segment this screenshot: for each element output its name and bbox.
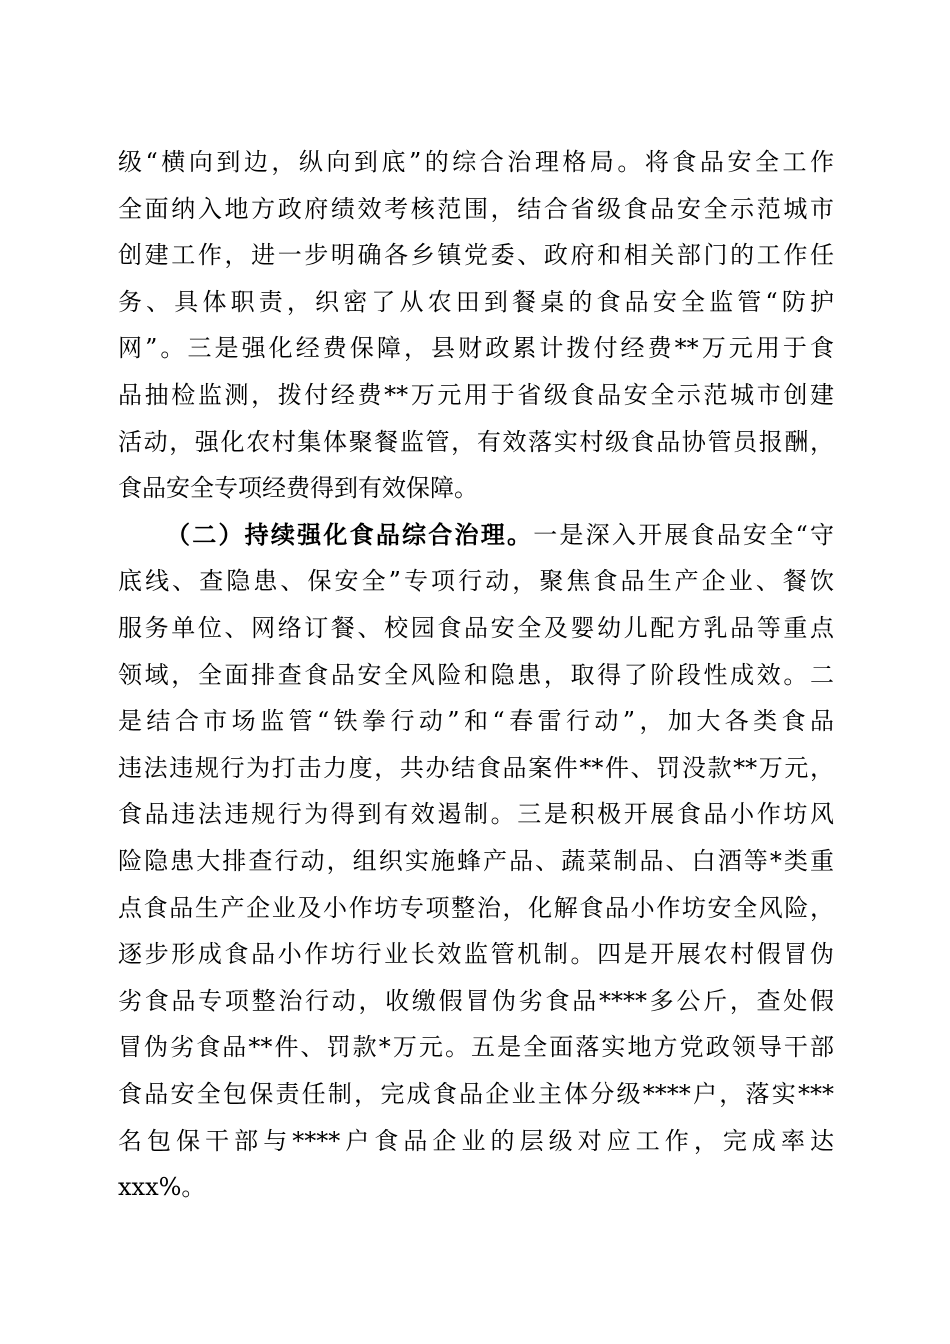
paragraph-2-line: 服务单位、网络订餐、校园食品安全及婴幼儿配方乳品等重点 bbox=[118, 614, 834, 642]
paragraph-1-line: 创建工作，进一步明确各乡镇党委、政府和相关部门的工作任 bbox=[118, 241, 834, 269]
paragraph-1-line: 食品安全专项经费得到有效保障。 bbox=[118, 474, 478, 502]
paragraph-2-line: 点食品生产企业及小作坊专项整治，化解食品小作坊安全风险， bbox=[118, 894, 834, 922]
paragraph-1-line: 品抽检监测，拨付经费**万元用于省级食品安全示范城市创建 bbox=[118, 381, 834, 409]
paragraph-2-line: 劣食品专项整治行动，收缴假冒伪劣食品****多公斤，查处假 bbox=[118, 987, 834, 1015]
paragraph-2-line: xxx%。 bbox=[118, 1173, 206, 1201]
paragraph-2-line: 名包保干部与****户食品企业的层级对应工作，完成率达 bbox=[118, 1127, 834, 1155]
paragraph-2-line: 底线、查隐患、保安全”专项行动，聚焦食品生产企业、餐饮 bbox=[118, 567, 834, 595]
paragraph-2-first-line bbox=[166, 520, 834, 550]
paragraph-2-line: 食品安全包保责任制，完成食品企业主体分级****户，落实*** bbox=[118, 1080, 834, 1108]
paragraph-2-first-line-text: 一是深入开展食品安全“守 bbox=[533, 521, 834, 549]
paragraph-2-line: 是结合市场监管“铁拳行动”和“春雷行动”，加大各类食品 bbox=[118, 707, 834, 735]
paragraph-1-line: 网”。三是强化经费保障，县财政累计拨付经费**万元用于食 bbox=[118, 334, 834, 362]
paragraph-2-line: 领域，全面排查食品安全风险和隐患，取得了阶段性成效。二 bbox=[118, 661, 834, 689]
paragraph-2-line: 违法违规行为打击力度，共办结食品案件**件、罚没款**万元， bbox=[118, 754, 834, 782]
paragraph-2-line: 食品违法违规行为得到有效遏制。三是积极开展食品小作坊风 bbox=[118, 800, 834, 828]
paragraph-1-line: 务、具体职责，织密了从农田到餐桌的食品安全监管“防护 bbox=[118, 288, 834, 316]
paragraph-1-line: 全面纳入地方政府绩效考核范围，结合省级食品安全示范城市 bbox=[118, 195, 834, 223]
paragraph-2-line: 险隐患大排查行动，组织实施蜂产品、蔬菜制品、白酒等*类重 bbox=[118, 847, 834, 875]
paragraph-1-line: 活动，强化农村集体聚餐监管，有效落实村级食品协管员报酬， bbox=[118, 428, 834, 456]
paragraph-2-line: 冒伪劣食品**件、罚款*万元。五是全面落实地方党政领导干部 bbox=[118, 1033, 834, 1061]
paragraph-2-line: 逐步形成食品小作坊行业长效监管机制。四是开展农村假冒伪 bbox=[118, 940, 834, 968]
section-heading: （二）持续强化食品综合治理。 bbox=[166, 520, 534, 549]
paragraph-1-line: 级“横向到边，纵向到底”的综合治理格局。将食品安全工作 bbox=[118, 148, 834, 176]
